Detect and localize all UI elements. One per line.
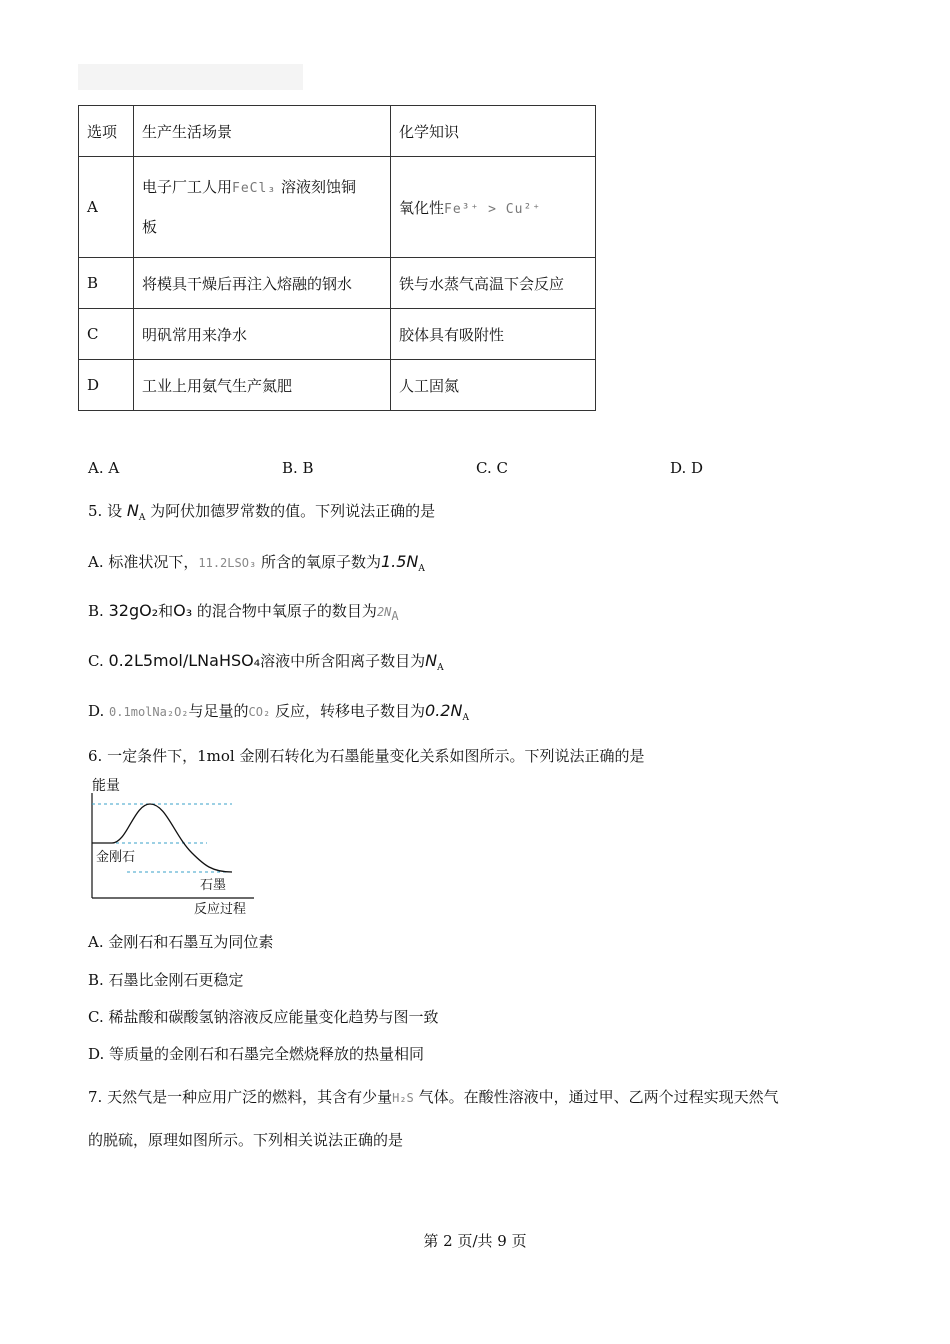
- formula-nahso4: 0.2L5mol/LNaHSO₄: [108, 651, 261, 670]
- diamond-label: 金刚石: [96, 850, 136, 865]
- table-header-row: [79, 106, 596, 157]
- q5-option-d: [88, 700, 469, 723]
- row-option: B: [79, 258, 134, 309]
- q5-option-b: [88, 600, 399, 623]
- row-knowledge: 铁与水蒸气高温下会反应: [391, 258, 596, 309]
- q5-a-pre: A. 标准状况下，: [88, 553, 199, 571]
- page-footer: 第 2 页/共 9 页: [423, 1232, 527, 1250]
- q6-option-a: A. 金刚石和石墨互为同位素: [88, 933, 274, 951]
- row-knowledge: 人工固氮: [391, 360, 596, 411]
- y-axis-label: 能量: [92, 778, 120, 794]
- q5-stem-post: 为阿伏加德罗常数的值。下列说法正确的是: [150, 502, 436, 520]
- q7-stem-line2: 的脱硫，原理如图所示。下列相关说法正确的是: [88, 1131, 404, 1149]
- q5-c-value: N: [425, 651, 438, 670]
- table-row: [79, 309, 596, 360]
- scene-text-3: 板: [142, 218, 158, 236]
- q4-table: [78, 105, 596, 411]
- scene-text: 电子厂工人用: [142, 178, 233, 196]
- q5-b-mid: 和: [158, 602, 174, 620]
- q6-stem: 6. 一定条件下，1mol 金刚石转化为石墨能量变化关系如图所示。下列说法正确的是: [88, 747, 645, 765]
- row-scene: [134, 157, 391, 258]
- q5-d-post: 反应，转移电子数目为: [275, 702, 426, 720]
- formula-o3: O₃: [173, 601, 193, 620]
- q5-c-post: 溶液中所含阳离子数目为: [260, 652, 426, 670]
- q5-stem: [88, 500, 435, 523]
- q4-option-d: D. D: [670, 459, 704, 477]
- formula-o2: 32gO₂: [108, 601, 159, 620]
- row-option: C: [79, 309, 134, 360]
- q6-option-b: B. 石墨比金刚石更稳定: [88, 971, 244, 989]
- formula-na2o2: 0.1molNa₂O₂: [109, 705, 189, 719]
- header-option: 选项: [79, 106, 134, 157]
- row-knowledge: 胶体具有吸附性: [391, 309, 596, 360]
- q5-c-pre: C.: [88, 652, 104, 670]
- q5-option-a: [88, 551, 425, 574]
- table-row: [79, 157, 596, 258]
- q4-option-c: C. C: [476, 459, 508, 477]
- na-subscript: A: [462, 713, 469, 723]
- q5-b-value: 2N: [376, 605, 392, 619]
- table-row: [79, 258, 596, 309]
- q6-option-d: D. 等质量的金刚石和石墨完全燃烧释放的热量相同: [88, 1045, 425, 1063]
- formula-so3: 11.2LSO₃: [198, 556, 257, 570]
- q5-a-value: 1.5N: [380, 552, 419, 571]
- q5-option-c: [88, 650, 444, 673]
- x-axis-label: 反应过程: [194, 902, 247, 917]
- formula-oxidizing: Fe³⁺ > Cu²⁺: [444, 201, 542, 217]
- q7-line1-pre: 7. 天然气是一种应用广泛的燃料，其含有少量: [88, 1088, 393, 1106]
- header-knowledge: 化学知识: [391, 106, 596, 157]
- q5-d-value: 0.2N: [425, 701, 463, 720]
- formula-fecl3: FeCl₃: [232, 181, 277, 196]
- row-option: A: [79, 157, 134, 258]
- table-row: [79, 360, 596, 411]
- row-scene: 将模具干燥后再注入熔融的钢水: [134, 258, 391, 309]
- q5-d-pre: D.: [88, 702, 105, 720]
- scan-smudge: [78, 64, 303, 90]
- q5-b-post: 的混合物中氧原子的数目为: [196, 602, 377, 620]
- na-subscript: A: [437, 663, 444, 673]
- row-knowledge: [391, 157, 596, 258]
- q5-d-mid: 与足量的: [188, 702, 249, 720]
- q7-line1-post: 气体。在酸性溶液中，通过甲、乙两个过程实现天然气: [418, 1088, 779, 1106]
- q6-option-c: C. 稀盐酸和碳酸氢钠溶液反应能量变化趋势与图一致: [88, 1008, 439, 1026]
- row-scene: 工业上用氨气生产氮肥: [134, 360, 391, 411]
- na-subscript: A: [138, 513, 146, 523]
- q7-stem-line1: [88, 1086, 779, 1107]
- q5-stem-pre: 5. 设: [88, 502, 123, 520]
- header-scene: 生产生活场景: [134, 106, 391, 157]
- knowledge-text: 氧化性: [399, 198, 445, 217]
- graphite-label: 石墨: [200, 878, 227, 893]
- row-scene: 明矾常用来净水: [134, 309, 391, 360]
- row-option: D: [79, 360, 134, 411]
- scene-text-2: 溶液刻蚀铜: [280, 178, 356, 196]
- na-symbol: N: [126, 501, 139, 520]
- q4-option-b: B. B: [282, 459, 314, 477]
- energy-diagram: [82, 773, 262, 918]
- q4-option-a: A. A: [88, 459, 120, 477]
- q5-b-pre: B.: [88, 602, 104, 620]
- na-subscript: A: [391, 609, 399, 623]
- q5-a-mid: 所含的氧原子数为: [260, 553, 381, 571]
- formula-h2s: H₂S: [392, 1091, 414, 1105]
- na-subscript: A: [418, 564, 425, 574]
- formula-co2: CO₂: [248, 705, 271, 719]
